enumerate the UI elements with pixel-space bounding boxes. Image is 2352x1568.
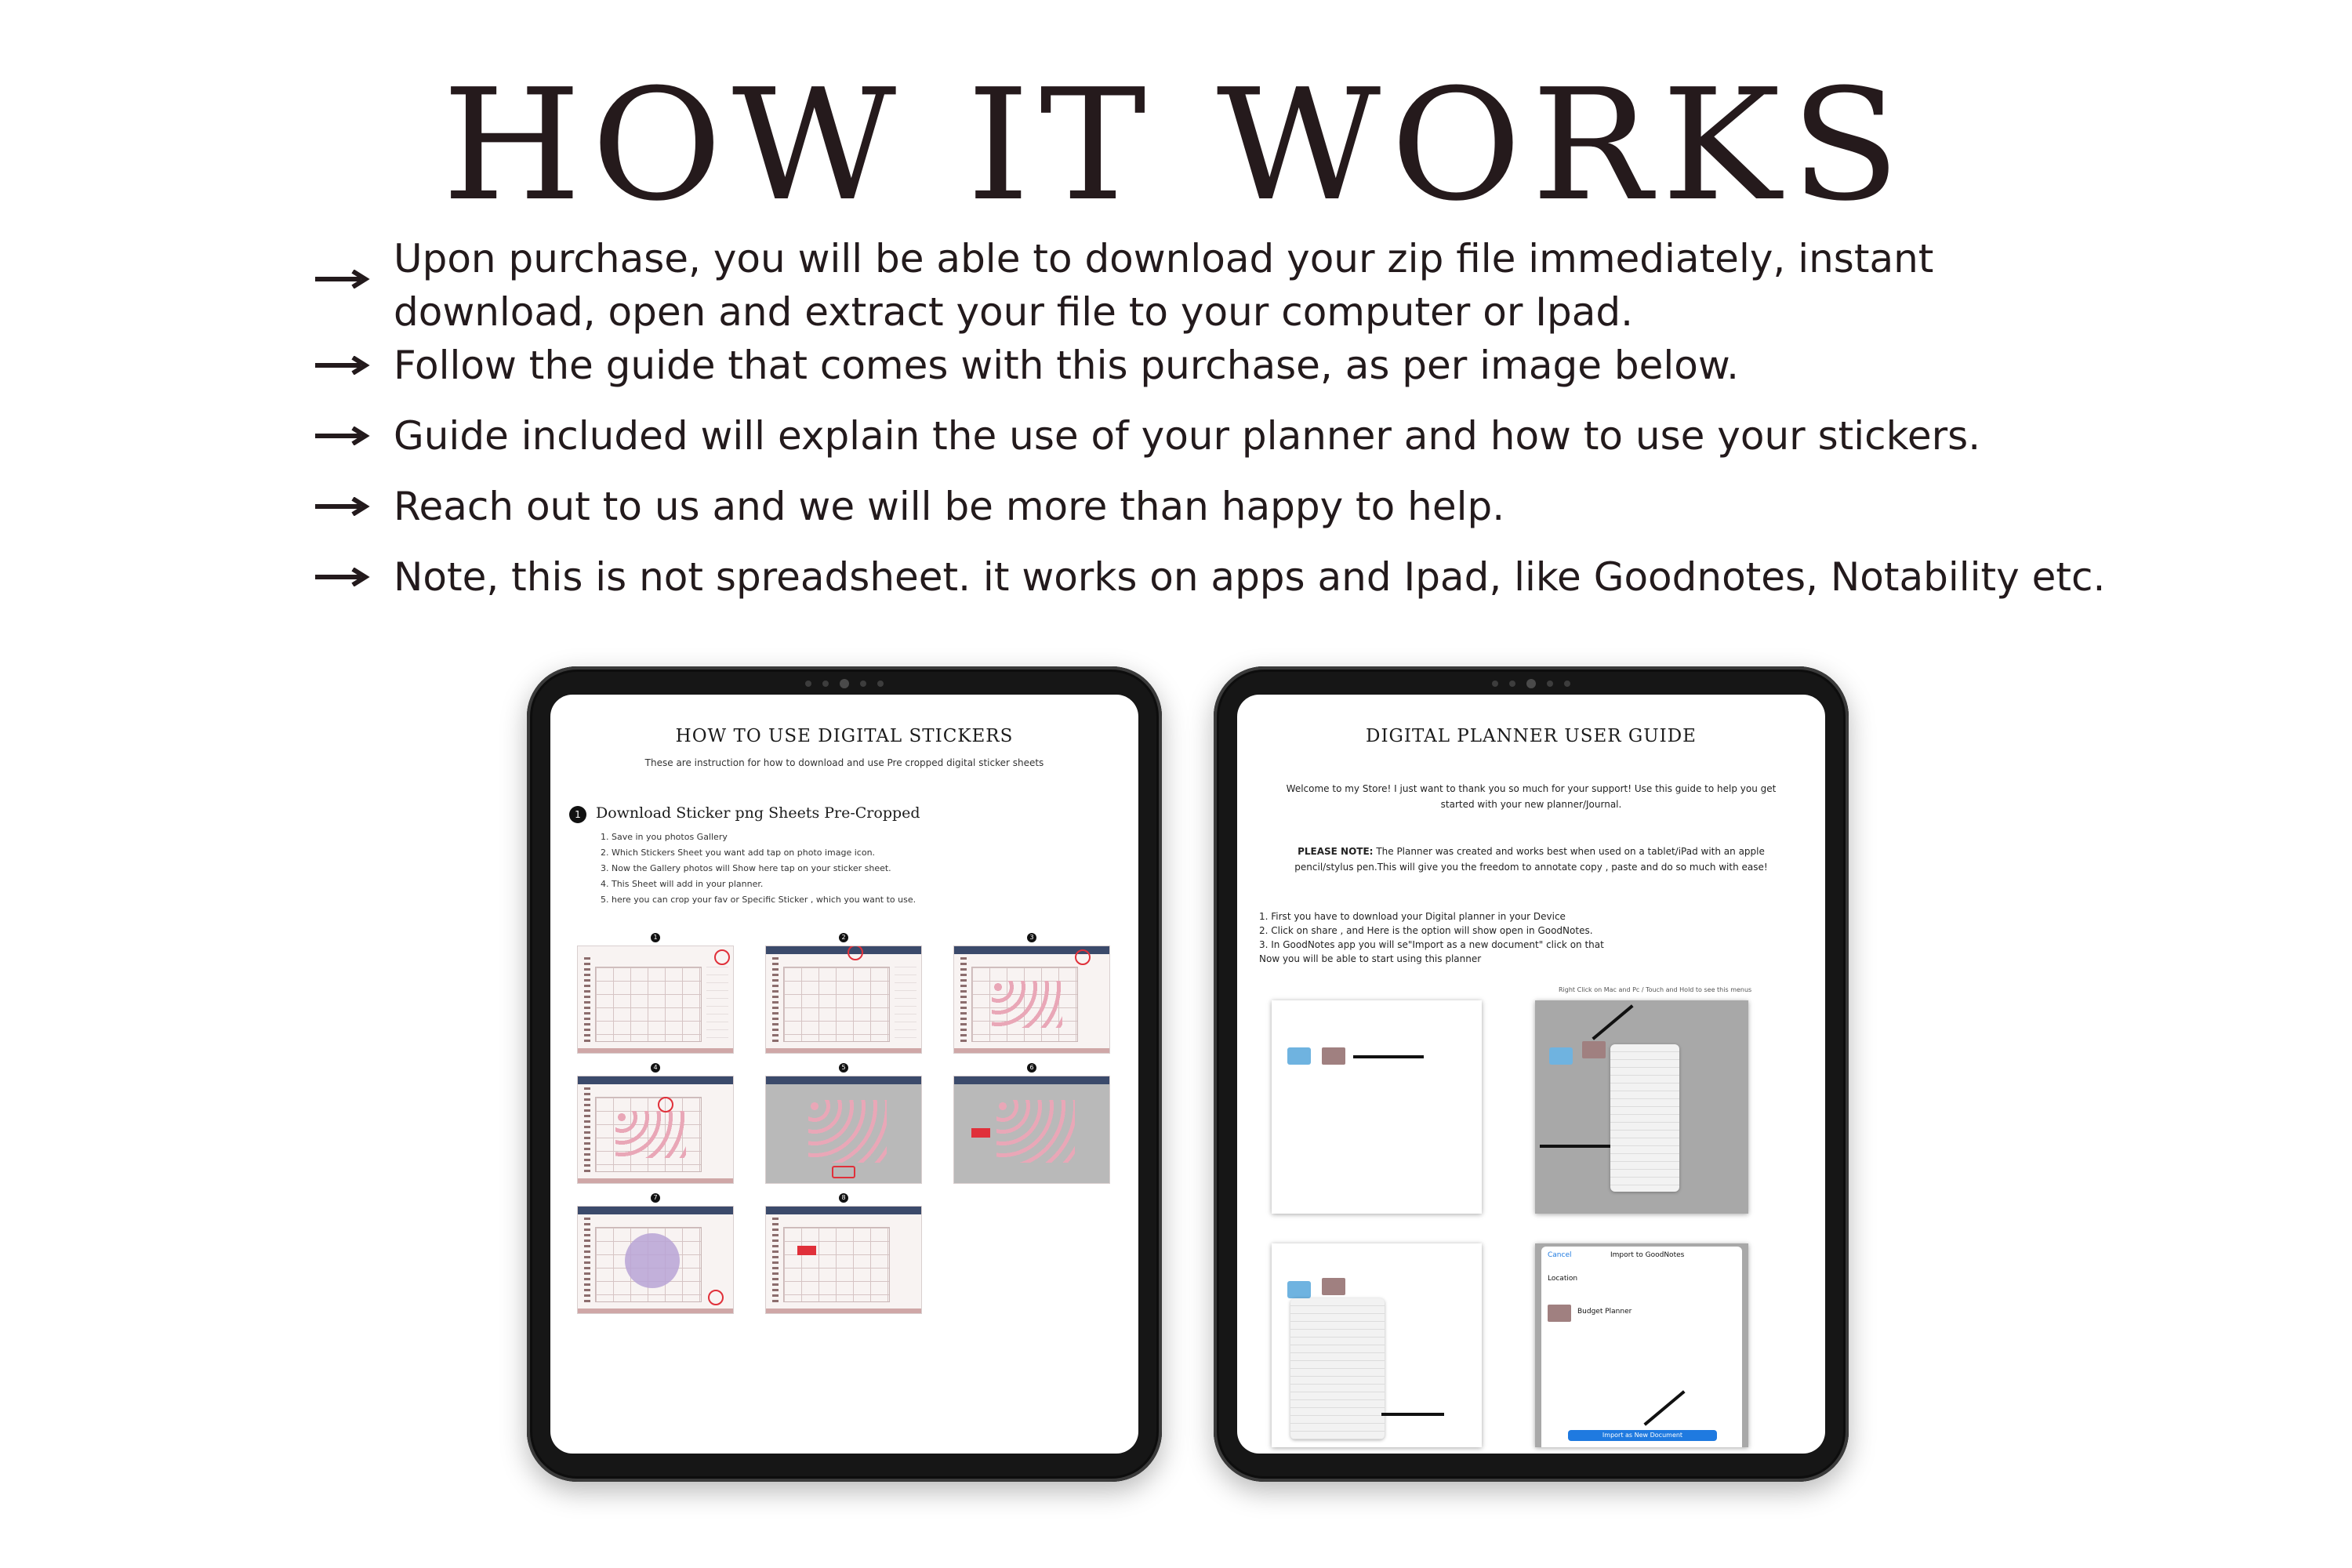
camera-dots	[805, 679, 884, 688]
download-screenshot	[1272, 1000, 1482, 1214]
instruction-item: 5. here you can crop your fav or Specific Sticker , which you want to use.	[601, 895, 916, 905]
context-menu	[1610, 1044, 1679, 1192]
thumb-number: 8	[839, 1193, 848, 1203]
arrow-right-icon	[314, 426, 370, 445]
camera-dots	[1492, 679, 1570, 688]
thumb-number: 1	[651, 933, 660, 942]
arrow-right-icon	[314, 270, 370, 289]
step-text: Upon purchase, you will be able to download your zip file immediately, instant	[394, 236, 1934, 281]
thumb-number: 6	[1027, 1063, 1036, 1073]
thumb-number: 2	[839, 933, 848, 942]
highlight-circle	[658, 1097, 673, 1112]
thumb-number: 4	[651, 1063, 660, 1073]
step-text: Follow the guide that comes with this purchase, as per image below.	[394, 343, 1740, 388]
sticker-step-screenshot	[577, 946, 734, 1054]
planner-step: 3. In GoodNotes app you will se"Import as a new document" click on that	[1259, 939, 1604, 950]
pointer-arrow-icon	[1592, 1004, 1633, 1040]
instruction-item: 4. This Sheet will add in your planner.	[601, 879, 764, 889]
pointer-arrow-icon	[1381, 1413, 1444, 1416]
import-dialog-screenshot	[1535, 1243, 1748, 1447]
stickers-guide-subtitle: These are instruction for how to download and use Pre cropped digital sticker sheets	[644, 757, 1044, 768]
sticker-step-screenshot	[765, 1206, 922, 1314]
step-text: download, open and extract your file to your computer or Ipad.	[394, 289, 1634, 335]
cancel-link[interactable]: Cancel	[1548, 1251, 1572, 1259]
step-item	[314, 480, 2117, 533]
sticker-step-screenshot	[765, 1076, 922, 1184]
note-label: PLEASE NOTE:	[1298, 846, 1374, 857]
planner-guide-title: DIGITAL PLANNER USER GUIDE	[1366, 726, 1697, 746]
tablet-planner-guide	[1214, 666, 1849, 1482]
arrow-right-icon	[314, 356, 370, 375]
step-item	[314, 232, 2117, 339]
step-item	[314, 339, 2117, 392]
sticker-step-screenshot	[765, 946, 922, 1054]
file-icon	[1322, 1278, 1345, 1295]
arrow-right-icon	[314, 568, 370, 586]
location-label: Location	[1548, 1275, 1578, 1283]
thumb-number: 7	[651, 1193, 660, 1203]
highlight-circle	[708, 1290, 724, 1305]
context-menu-screenshot	[1535, 1000, 1748, 1214]
highlight-circle	[832, 1166, 855, 1178]
pointer-arrow-icon	[1353, 1055, 1424, 1058]
welcome-text: Welcome to my Store! I just want to thank you so much for your support! Use this guide to help you get started with your new planner/Journal.	[1286, 783, 1777, 810]
file-name: Budget Planner	[1577, 1308, 1632, 1316]
tablet-stickers-guide	[527, 666, 1162, 1482]
planner-step: 2. Click on share , and Here is the option will show open in GoodNotes.	[1259, 925, 1593, 936]
import-new-document-button[interactable]: Import as New Document	[1568, 1430, 1717, 1441]
page-title: HOW IT WORKS	[441, 56, 1911, 235]
sticker-step-screenshot	[577, 1076, 734, 1184]
pointer-arrow-icon	[1540, 1145, 1610, 1148]
menu-hint: Right Click on Mac and Pc / Touch and Hold to see this menus	[1559, 986, 1752, 993]
highlight-circle	[1075, 949, 1091, 965]
instruction-item: 2. Which Stickers Sheet you want add tap on photo image icon.	[601, 848, 876, 858]
red-arrow-icon	[971, 1128, 990, 1138]
folder-icon	[1287, 1281, 1311, 1298]
please-note	[1269, 844, 1794, 875]
stickers-guide-title: HOW TO USE DIGITAL STICKERS	[675, 726, 1014, 746]
instruction-item: 3. Now the Gallery photos will Show here tap on your sticker sheet.	[601, 863, 891, 873]
sticker-step-screenshot	[953, 946, 1110, 1054]
section-title: Download Sticker png Sheets Pre-Cropped	[596, 804, 920, 822]
planner-step: Now you will be able to start using this planner	[1259, 953, 1482, 964]
tablet-screen	[1237, 695, 1825, 1454]
instruction-item: 1. Save in you photos Gallery	[601, 832, 728, 842]
planner-step: 1. First you have to download your Digital planner in your Device	[1259, 911, 1566, 922]
step-text: Reach out to us and we will be more than happy to help.	[394, 484, 1505, 529]
step-item	[314, 409, 2117, 463]
tablet-screen	[550, 695, 1138, 1454]
step-item	[314, 550, 2117, 604]
thumb-number: 5	[839, 1063, 848, 1073]
sticker-step-screenshot	[577, 1206, 734, 1314]
folder-icon	[1549, 1047, 1573, 1065]
share-sheet-screenshot	[1272, 1243, 1482, 1447]
folder-icon	[1287, 1047, 1311, 1065]
share-menu	[1290, 1298, 1385, 1439]
highlight-circle	[848, 946, 863, 960]
file-icon	[1322, 1047, 1345, 1065]
file-icon	[1548, 1305, 1571, 1322]
pointer-arrow-icon	[1643, 1390, 1685, 1425]
red-arrow-icon	[797, 1246, 816, 1255]
arrow-right-icon	[314, 497, 370, 516]
highlight-circle	[714, 949, 730, 965]
thumb-number: 3	[1027, 933, 1036, 942]
step-text: Guide included will explain the use of your planner and how to use your stickers.	[394, 413, 1981, 459]
note-text: The Planner was created and works best when used on a tablet/iPad with an apple pencil/stylus pen.This will give you the freedom to annotate copy , paste and do so much with ease!	[1294, 846, 1768, 873]
step-text: Note, this is not spreadsheet. it works on apps and Ipad, like Goodnotes, Notability etc.	[394, 554, 2106, 600]
sticker-step-screenshot	[953, 1076, 1110, 1184]
section-number-badge: 1	[569, 806, 586, 823]
file-icon	[1582, 1041, 1606, 1058]
instruction-list	[601, 829, 916, 908]
import-dialog-title: Import to GoodNotes	[1610, 1251, 1685, 1259]
